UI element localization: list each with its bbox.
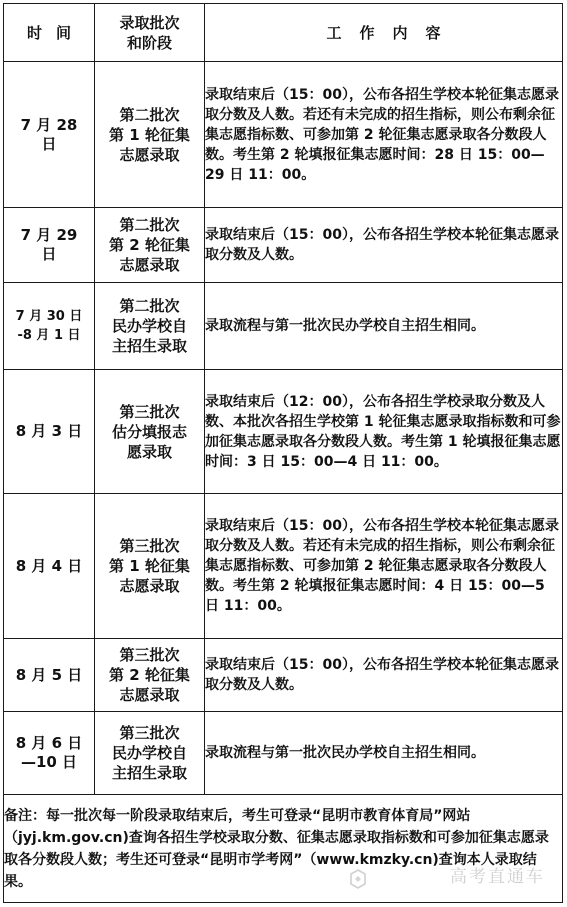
table-row — [4, 639, 563, 712]
row-date: 8 月 5 日 — [4, 639, 95, 712]
row-content: 录取结束后（15：00），公布各招生学校本轮征集志愿录取分数及人数。 — [205, 208, 563, 283]
header-batch — [95, 4, 205, 62]
row-date: 8 月 6 日 —10 日 — [4, 712, 95, 795]
row-date: 7 月 29 日 — [4, 208, 95, 283]
row-content: 录取流程与第一批次民办学校自主招生相同。 — [205, 283, 563, 370]
header-date: 时间 — [4, 4, 95, 62]
row-batch: 第二批次 第 2 轮征集 志愿录取 — [95, 208, 205, 283]
table-row — [4, 370, 563, 494]
row-batch: 第三批次 第 1 轮征集 志愿录取 — [95, 494, 205, 639]
row-date: 7 月 28 日 — [4, 62, 95, 208]
row-content: 录取流程与第一批次民办学校自主招生相同。 — [205, 712, 563, 795]
row-date: 8 月 4 日 — [4, 494, 95, 639]
header-batch-line2: 和阶段 — [126, 33, 172, 52]
row-batch: 第二批次 第 1 轮征集 志愿录取 — [95, 62, 205, 208]
table-row — [4, 494, 563, 639]
row-date: 8 月 3 日 — [4, 370, 95, 494]
row-batch: 第三批次 估分填报志 愿录取 — [95, 370, 205, 494]
row-content: 录取结束后（15：00），公布各招生学校本轮征集志愿录取分数及人数。 — [205, 639, 563, 712]
admission-schedule-table — [3, 3, 563, 903]
row-content: 录取结束后（15：00），公布各招生学校本轮征集志愿录取分数及人数。若还有未完成的招生指标，则公布剩余征集志愿指标数、可参加第 2 轮征集志愿录取各分数段人数。考生第 2 轮填报征集志愿时间：28 日 15：00—29 日 11：00。 — [205, 62, 563, 208]
row-batch: 第二批次 民办学校自 主招生录取 — [95, 283, 205, 370]
table-row — [4, 208, 563, 283]
row-batch: 第三批次 第 2 轮征集 志愿录取 — [95, 639, 205, 712]
row-content: 录取结束后（12：00），公布各招生学校录取分数及人数、本批次各招生学校第 1 轮征集志愿录取指标数和可参加征集志愿录取各分数段人数。考生第 1 轮填报征集志愿时间：3 日 15：00—4 日 11：00。 — [205, 370, 563, 494]
table-row — [4, 712, 563, 795]
table-row — [4, 283, 563, 370]
table-row — [4, 62, 563, 208]
note-text: 备注：每一批次每一阶段录取结束后，考生可登录“昆明市教育体育局”网站（jyj.km.gov.cn)查询各招生学校录取分数、征集志愿录取指标数和可参加征集志愿录取各分数段人数；考生还可登录“昆明市学考网”（www.kmzky.cn)查询本人录取结果。 — [4, 795, 563, 903]
row-content: 录取结束后（15：00），公布各招生学校本轮征集志愿录取分数及人数。若还有未完成的招生指标，则公布剩余征集志愿指标数、可参加第 2 轮征集志愿录取各分数段人数。考生第 2 轮填报征集志愿时间：4 日 15：00—5 日 11：00。 — [205, 494, 563, 639]
header-content: 工作内容 — [205, 4, 563, 62]
row-batch: 第三批次 民办学校自 主招生录取 — [95, 712, 205, 795]
header-batch-line1: 录取批次 — [119, 13, 180, 32]
table-header-row — [4, 4, 563, 62]
watermark-text: 高考直通车 — [450, 867, 545, 887]
row-date: 7 月 30 日 -8 月 1 日 — [4, 283, 95, 370]
watermark-logo-icon — [349, 869, 367, 889]
